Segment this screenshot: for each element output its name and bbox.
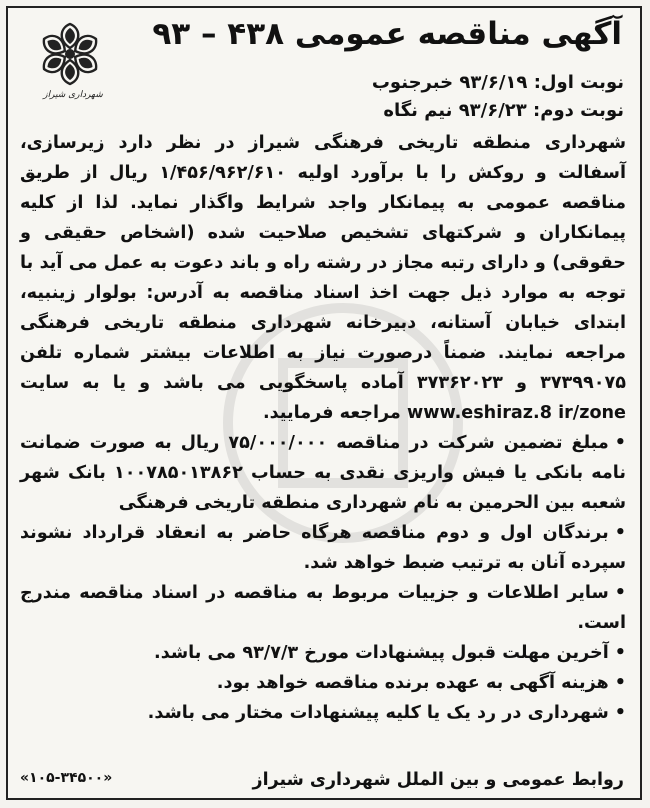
bullet-details: • سایر اطلاعات و جزییات مربوط به مناقصه در اسناد مناقصه مندرج است. [20, 578, 626, 638]
bullet-deposit: • مبلغ تضمین شرکت در مناقصه ۷۵/۰۰۰/۰۰۰ ریال به صورت ضمانت نامه بانکی یا فیش واریزی نقدی به حساب ۱۰۰۷۸۵۰۱۳۸۶۲ بانک شهر شعبه بین الحرمین به نام شهرداری منطقه تاریخی فرهنگی [20, 428, 626, 518]
bullet-rejection: • شهرداری در رد یک یا کلیه پیشنهادات مختار می باشد. [20, 698, 626, 728]
first-publication: نوبت اول: ۹۳/۶/۱۹ خبرجنوب [371, 72, 624, 93]
signature: روابط عمومی و بین الملل شهرداری شیراز [252, 770, 624, 790]
notice-body [20, 128, 626, 728]
municipality-logo [22, 20, 118, 110]
flower-logo-icon [22, 20, 118, 92]
logo-caption: شهرداری شیراز [43, 90, 103, 100]
intro-paragraph: شهرداری منطقه تاریخی فرهنگی شیراز در نظر دارد زیرسازی، آسفالت و روکش را با برآورد اولیه ۱/۴۵۶/۹۶۲/۶۱۰ ریال از طریق مناقصه عمومی به پیمانکار واجد شرایط واگذار نماید. لذا از کلیه پیمانکاران و شرکتهای تشخیص صلاحیت شده (اشخاص حقیقی و حقوقی) و دارای رتبه مجاز در رشته راه و باند دعوت به عمل می آید با توجه به موارد ذیل جهت اخذ اسناد مناقصه به آدرس: بولوار زینبیه، ابتدای خیابان آستانه، دبیرخانه شهرداری منطقه تاریخی فرهنگی مراجعه نمایند. ضمناً درصورت نیاز به اطلاعات بیشتر شماره تلفن ۳۷۳۹۹۰۷۵ و ۳۷۳۶۲۰۲۳ آماده پاسخگویی می باشد و یا به سایت www.eshiraz.8 ir/zone مراجعه فرمایید. [20, 133, 627, 423]
notice-title: آگهی مناقصه عمومی ۴۳۸ – ۹۳ [152, 16, 622, 52]
bullet-ad-cost: • هزینه آگهی به عهده برنده مناقصه خواهد بود. [20, 668, 626, 698]
bullet-winners: • برندگان اول و دوم مناقصه هرگاه حاضر به انعقاد قرارداد نشوند سپرده آنان به ترتیب ضبط خواهد شد. [20, 518, 626, 578]
second-publication: نوبت دوم: ۹۳/۶/۲۳ نیم نگاه [383, 100, 624, 121]
bullet-deadline: • آخرین مهلت قبول پیشنهادات مورخ ۹۳/۷/۳ می باشد. [20, 638, 626, 668]
tender-notice [6, 6, 642, 800]
ad-code: «۱۰۵-۳۴۵۰۰» [20, 770, 113, 786]
notice-footer [20, 770, 624, 790]
